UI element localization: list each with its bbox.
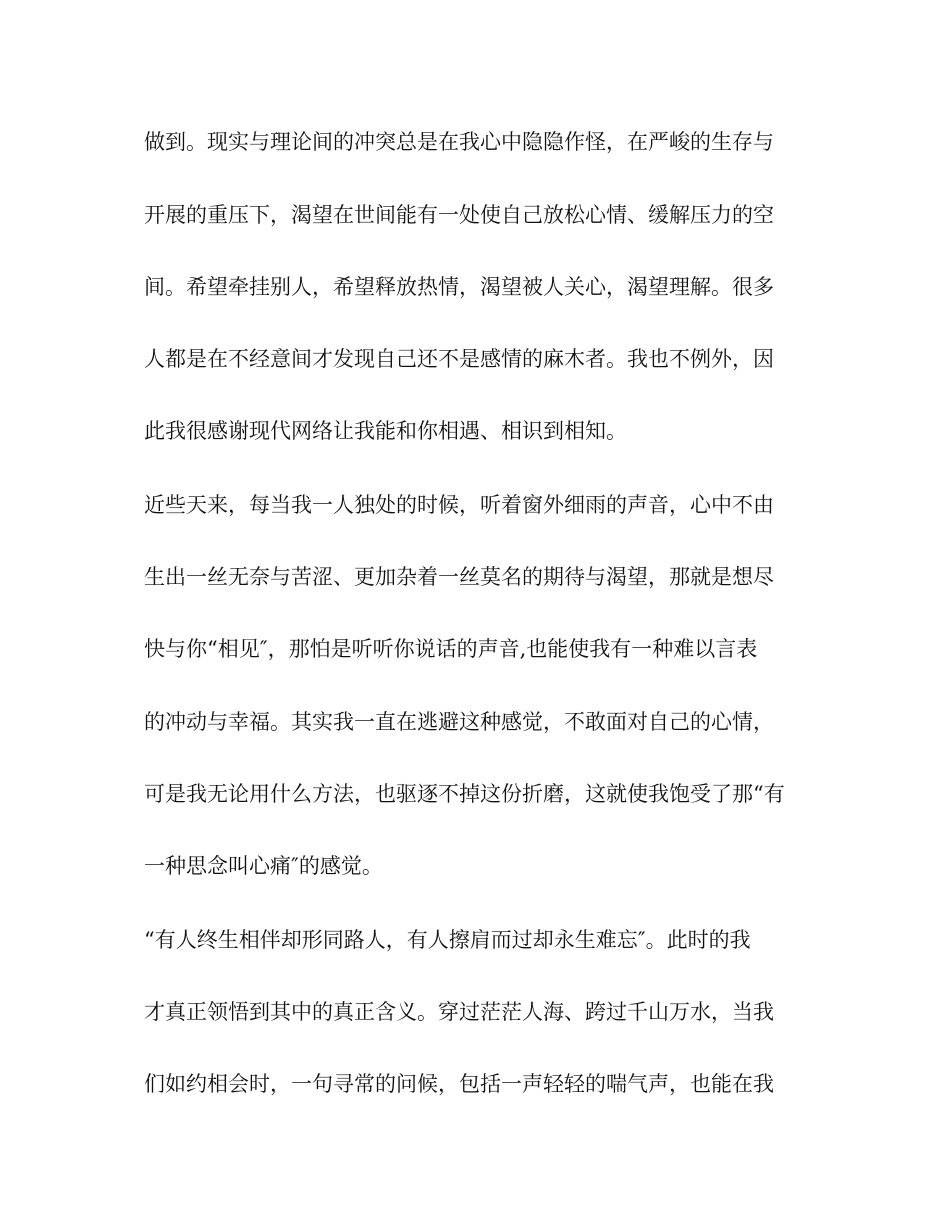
text-line: 近些天来，每当我一人独处的时候，听着窗外细雨的声音，心中不由 [144,493,774,517]
text-line: 的冲动与幸福。其实我一直在逃避这种感觉，不敢面对自己的心情， [144,710,774,734]
text-line: 们如约相会时，一句寻常的问候，包括一声轻轻的喘气声，也能在我 [144,1072,774,1096]
text-line: 一种思念叫心痛″的感觉。 [144,854,383,878]
text-line: 才真正领悟到其中的真正含义。穿过茫茫人海、跨过千山万水，当我 [144,1000,774,1024]
text-line: 此我很感谢现代网络让我能和你相遇、相识到相知。 [144,419,627,443]
text-line: 做到。现实与理论间的冲突总是在我心中隐隐作怪，在严峻的生存与 [144,130,774,154]
text-line: 人都是在不经意间才发现自己还不是感情的麻木者。我也不例外，因 [144,347,774,371]
text-line: 生出一丝无奈与苦涩、更加杂着一丝莫名的期待与渴望，那就是想尽 [144,565,774,589]
text-line: 间。希望牵挂别人，希望释放热情，渴望被人关心，渴望理解。很多 [144,275,774,299]
text-line: 快与你“相见″，那怕是听听你说话的声音,也能使我有一种难以言表 [144,637,758,661]
text-line: 开展的重压下，渴望在世间能有一处使自己放松心情、缓解压力的空 [144,203,774,227]
text-line: 可是我无论用什么方法，也驱逐不掉这份折磨，这就使我饱受了那“有 [144,782,785,806]
text-line: “有人终生相伴却形同路人，有人擦肩而过却永生难忘″。此时的我 [144,928,751,952]
